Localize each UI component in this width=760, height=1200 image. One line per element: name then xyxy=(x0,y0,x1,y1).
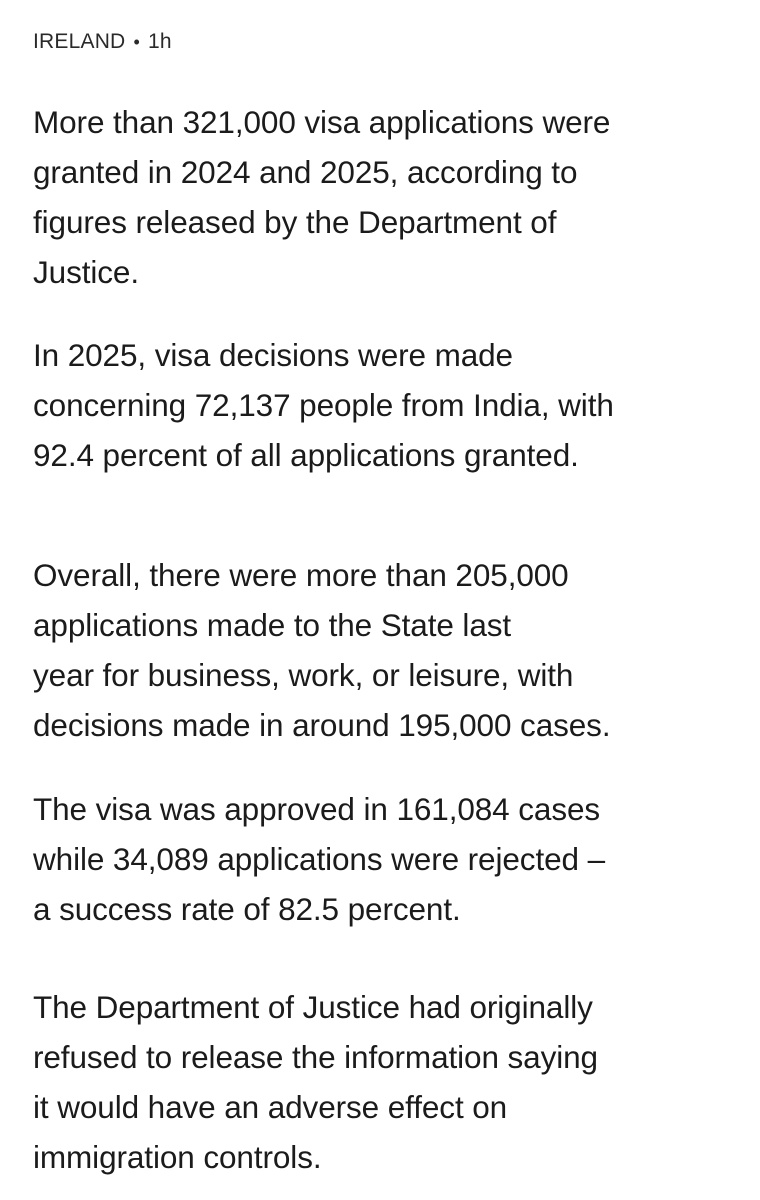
article-paragraph-3: Overall, there were more than 205,000 applications made to the State last year for business, work, or leisure, with decisions made in around 195,000 cases. xyxy=(33,557,611,743)
article-paragraph-5: The Department of Justice had originally refused to release the information saying it would have an adverse effect on immigration controls. xyxy=(33,989,598,1175)
timestamp: 1h xyxy=(147,30,172,53)
section-label[interactable]: IRELAND xyxy=(33,30,126,53)
article-paragraph-1: More than 321,000 visa applications were granted in 2024 and 2025, according to figures released by the Department of Justice. xyxy=(33,104,611,290)
article-paragraph-2: In 2025, visa decisions were made concerning 72,137 people from India, with 92.4 percent of all applications granted. xyxy=(33,337,614,473)
separator-dot: • xyxy=(133,32,140,52)
article-paragraph-4: The visa was approved in 161,084 cases while 34,089 applications were rejected – a success rate of 82.5 percent. xyxy=(33,791,606,927)
post-meta xyxy=(33,28,172,56)
